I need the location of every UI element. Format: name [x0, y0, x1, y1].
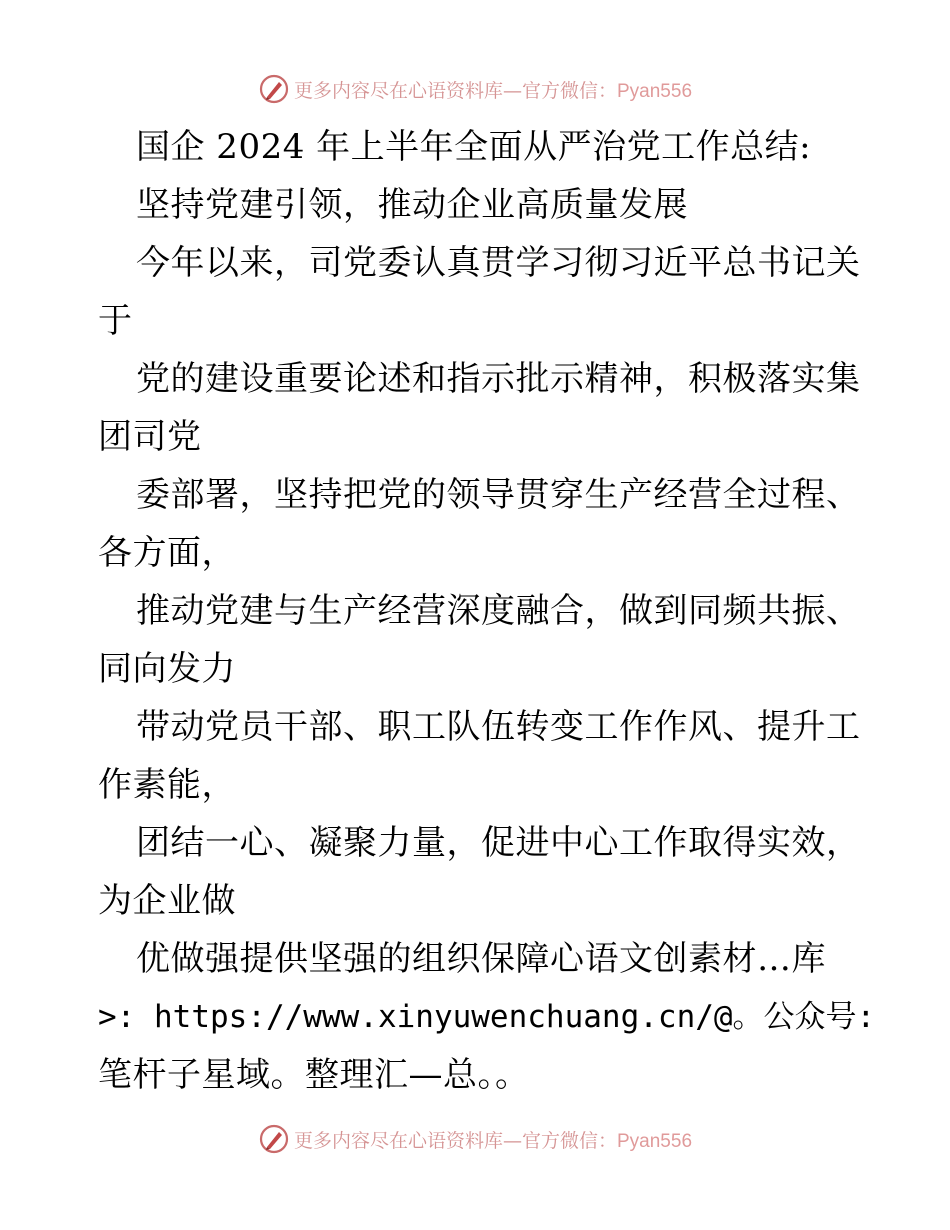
document-subtitle-line: 坚持党建引领，推动企业高质量发展 — [136, 185, 688, 225]
paragraph-line: 团结一心、凝聚力量，促进中心工作取得实效， — [136, 823, 861, 863]
footer-watermark-banner — [0, 1122, 950, 1156]
paragraph-line: 团司党 — [98, 417, 202, 457]
document-body — [98, 118, 876, 1104]
paragraph-line: 委部署，坚持把党的领导贯穿生产经营全过程、 — [136, 475, 861, 515]
paragraph-url-line: >: https://www.xinyuwenchuang.cn/@。公众号: — [98, 999, 876, 1035]
paragraph-line: 党的建设重要论述和指示批示精神，积极落实集 — [136, 359, 861, 399]
paragraph-line: 今年以来，司党委认真贯学习彻习近平总书记关 — [136, 243, 861, 283]
pen-logo-icon — [258, 73, 290, 105]
pen-logo-icon — [258, 1123, 290, 1155]
paragraph-line: 同向发力 — [98, 649, 236, 689]
paragraph-line: 推动党建与生产经营深度融合，做到同频共振、 — [136, 591, 861, 631]
document-title-line: 国企 2024 年上半年全面从严治党工作总结: — [136, 127, 812, 167]
paragraph-line: 优做强提供坚强的组织保障心语文创素材…库 — [136, 939, 826, 979]
footer-watermark-text — [294, 1126, 692, 1153]
header-watermark-banner — [0, 72, 950, 106]
paragraph-line: 于 — [98, 301, 133, 341]
paragraph-line: 笔杆子星域。整理汇—总。。 — [98, 1055, 530, 1095]
header-watermark-wechat-id: Pyan556 — [617, 80, 693, 102]
footer-watermark-wechat-id: Pyan556 — [617, 1130, 693, 1152]
header-watermark-label: 更多内容尽在心语资料库—官方微信： — [293, 79, 617, 102]
paragraph-line: 各方面， — [98, 533, 236, 573]
paragraph-line: 带动党员干部、职工队伍转变工作作风、提升工 — [136, 707, 861, 747]
paragraph-line: 为企业做 — [98, 881, 236, 921]
paragraph-line: 作素能， — [98, 765, 236, 805]
header-watermark-text — [294, 76, 692, 103]
footer-watermark-label: 更多内容尽在心语资料库—官方微信： — [293, 1129, 617, 1152]
